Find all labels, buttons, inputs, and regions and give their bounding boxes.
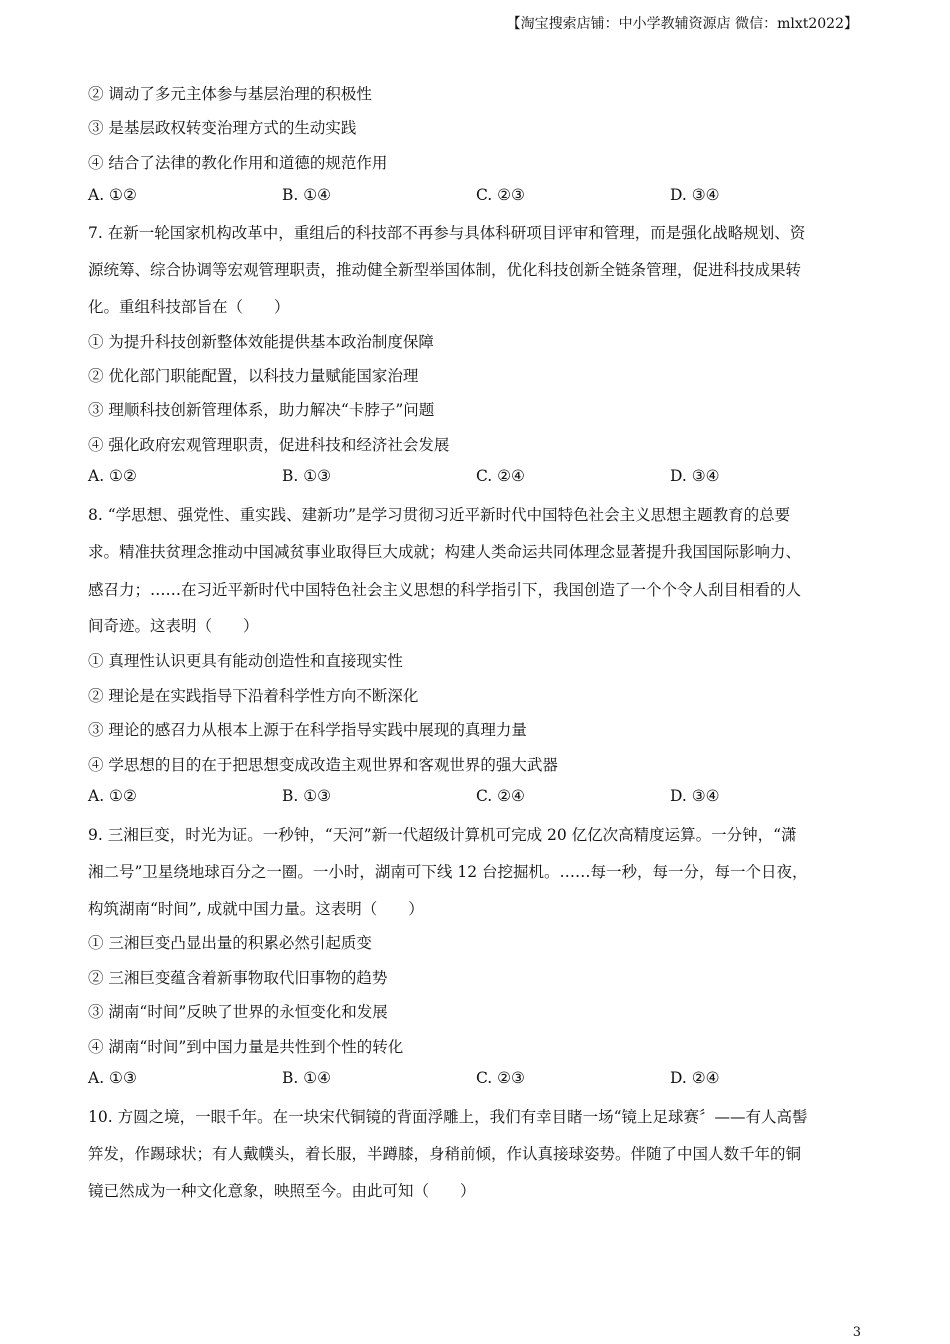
q6-option-b: B. ①④ <box>282 186 332 204</box>
q7-item-2: ② 优化部门职能配置，以科技力量赋能国家治理 <box>88 367 419 385</box>
q8-option-d: D. ③④ <box>670 787 720 805</box>
q9-item-2: ② 三湘巨变蕴含着新事物取代旧事物的趋势 <box>88 969 388 987</box>
q9-option-d: D. ②④ <box>670 1069 720 1087</box>
q10-stem-line-1: 10. 方圆之境，一眼千年。在一块宋代铜镜的背面浮雕上，我们有幸目睹一场“镜上足球赛〞——有人高髻 <box>88 1108 808 1126</box>
q9-stem-line-2: 湘二号”卫星绕地球百分之一圈。一小时，湖南可下线 12 台挖掘机。……每一秒，每一分，每一个日夜， <box>88 863 808 881</box>
q7-item-3: ③ 理顺科技创新管理体系，助力解决“卡脖子”问题 <box>88 401 435 419</box>
q8-stem-line-2: 求。精准扶贫理念推动中国减贫事业取得巨大成就；构建人类命运共同体理念显著提升我国国际影响力、 <box>88 543 802 561</box>
q9-option-b: B. ①④ <box>282 1069 332 1087</box>
q10-stem-line-3: 镜已然成为一种文化意象，映照至今。由此可知（ ） <box>88 1182 476 1200</box>
q8-option-c: C. ②④ <box>476 787 525 805</box>
q6-option-a: A. ①② <box>88 186 137 204</box>
q9-stem-line-3: 构筑湖南“时间”, 成就中国力量。这表明（ ） <box>88 900 424 918</box>
q9-stem-line-1: 9. 三湘巨变，时光为证。一秒钟，“天河”新一代超级计算机可完成 20 亿亿次高精度运算。一分钟，“潇 <box>88 826 797 844</box>
q8-option-a: A. ①② <box>88 787 137 805</box>
q7-stem-line-3: 化。重组科技部旨在（ ） <box>88 298 290 316</box>
q7-stem-line-2: 源统筹、综合协调等宏观管理职责，推动健全新型举国体制，优化科技创新全链条管理，促进科技成果转 <box>88 261 802 279</box>
q6-item-2: ② 调动了多元主体参与基层治理的积极性 <box>88 85 372 103</box>
q8-stem-line-1: 8. “学思想、强党性、重实践、建新功”是学习贯彻习近平新时代中国特色社会主义思想主题教育的总要 <box>88 506 791 524</box>
page-number: 3 <box>852 1325 861 1340</box>
q8-item-4: ④ 学思想的目的在于把思想变成改造主观世界和客观世界的强大武器 <box>88 756 558 774</box>
q8-item-1: ① 真理性认识更具有能动创造性和直接现实性 <box>88 652 403 670</box>
q8-item-3: ③ 理论的感召力从根本上源于在科学指导实践中展现的真理力量 <box>88 721 527 739</box>
page-header-watermark: 【淘宝搜索店铺：中小学教辅资源店 微信：mlxt2022】 <box>506 16 858 32</box>
q7-item-4: ④ 强化政府宏观管理职责，促进科技和经济社会发展 <box>88 436 450 454</box>
q9-option-c: C. ②③ <box>476 1069 525 1087</box>
q7-stem-line-1: 7. 在新一轮国家机构改革中，重组后的科技部不再参与具体科研项目评审和管理，而是强化战略规划、资 <box>88 224 806 242</box>
q9-option-a: A. ①③ <box>88 1069 137 1087</box>
q7-option-a: A. ①② <box>88 467 137 485</box>
q7-item-1: ① 为提升科技创新整体效能提供基本政治制度保障 <box>88 333 434 351</box>
q7-option-d: D. ③④ <box>670 467 720 485</box>
q7-option-c: C. ②④ <box>476 467 525 485</box>
q9-item-4: ④ 湖南“时间”到中国力量是共性到个性的转化 <box>88 1038 404 1056</box>
q7-option-b: B. ①③ <box>282 467 332 485</box>
q8-option-b: B. ①③ <box>282 787 332 805</box>
q9-item-3: ③ 湖南“时间”反映了世界的永恒变化和发展 <box>88 1003 388 1021</box>
q6-option-c: C. ②③ <box>476 186 525 204</box>
q6-item-3: ③ 是基层政权转变治理方式的生动实践 <box>88 119 357 137</box>
q6-option-d: D. ③④ <box>670 186 720 204</box>
q8-stem-line-4: 间奇迹。这表明（ ） <box>88 617 259 635</box>
q8-stem-line-3: 感召力；……在习近平新时代中国特色社会主义思想的科学指引下，我国创造了一个个令人刮目相看的人 <box>88 581 802 599</box>
q9-item-1: ① 三湘巨变凸显出量的积累必然引起质变 <box>88 934 372 952</box>
q6-item-4: ④ 结合了法律的教化作用和道德的规范作用 <box>88 154 388 172</box>
q10-stem-line-2: 笄发，作踢球状；有人戴幞头，着长服，半蹲膝，身稍前倾，作认真接球姿势。伴随了中国人数千年的铜 <box>88 1145 802 1163</box>
q8-item-2: ② 理论是在实践指导下沿着科学性方向不断深化 <box>88 687 419 705</box>
